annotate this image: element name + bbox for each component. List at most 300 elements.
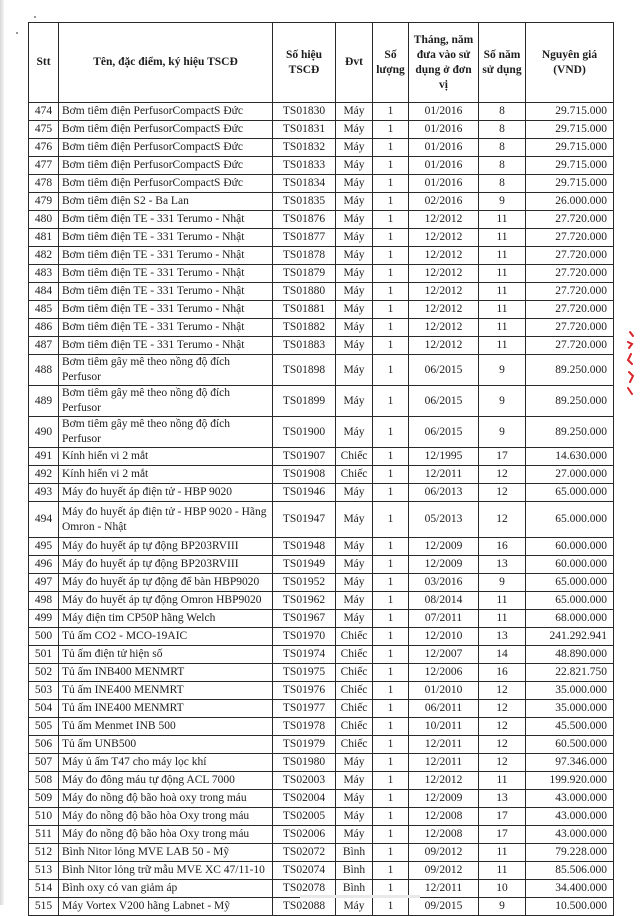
row-unit: Máy bbox=[336, 355, 373, 386]
row-name: Tủ ấm CO2 - MCO-19AIC bbox=[59, 628, 273, 646]
row-date: 12/2012 bbox=[409, 265, 479, 283]
row-years: 12 bbox=[479, 484, 526, 502]
row-date: 12/2008 bbox=[409, 826, 479, 844]
row-qty: 1 bbox=[373, 628, 409, 646]
row-code: TS01876 bbox=[273, 211, 336, 229]
row-date: 12/2012 bbox=[409, 301, 479, 319]
row-unit: Máy bbox=[336, 592, 373, 610]
row-code: TS01877 bbox=[273, 229, 336, 247]
row-code: TS01975 bbox=[273, 664, 336, 682]
row-name: Bơm tiêm gây mê theo nồng độ đích Perfusor bbox=[59, 386, 273, 417]
row-name: Bơm tiêm gây mê theo nồng độ đích Perfusor bbox=[59, 355, 273, 386]
row-years: 17 bbox=[479, 808, 526, 826]
table-row bbox=[29, 700, 614, 718]
row-date: 12/2009 bbox=[409, 556, 479, 574]
row-years: 9 bbox=[479, 386, 526, 417]
header-unit: Đvt bbox=[336, 23, 373, 103]
row-unit: Máy bbox=[336, 265, 373, 283]
table-row bbox=[29, 808, 614, 826]
row-price: 14.630.000 bbox=[526, 448, 614, 466]
table-row bbox=[29, 736, 614, 754]
table-row bbox=[29, 574, 614, 592]
row-price: 29.715.000 bbox=[526, 157, 614, 175]
row-stt: 509 bbox=[29, 790, 59, 808]
header-price: Nguyên giá (VND) bbox=[526, 23, 614, 103]
row-stt: 496 bbox=[29, 556, 59, 574]
table-body bbox=[29, 103, 614, 916]
row-unit: Máy bbox=[336, 502, 373, 538]
row-stt: 481 bbox=[29, 229, 59, 247]
row-code: TS01970 bbox=[273, 628, 336, 646]
row-price: 10.500.000 bbox=[526, 898, 614, 916]
row-years: 10 bbox=[479, 880, 526, 898]
row-unit: Máy bbox=[336, 538, 373, 556]
row-name: Bơm tiêm điện TE - 331 Terumo - Nhật bbox=[59, 301, 273, 319]
row-date: 12/2011 bbox=[409, 736, 479, 754]
row-unit: Máy bbox=[336, 319, 373, 337]
row-name: Tủ ấm INE400 MENMRT bbox=[59, 700, 273, 718]
row-price: 89.250.000 bbox=[526, 417, 614, 448]
table-row bbox=[29, 283, 614, 301]
row-years: 8 bbox=[479, 103, 526, 121]
row-years: 9 bbox=[479, 193, 526, 211]
row-code: TS01962 bbox=[273, 592, 336, 610]
row-unit: Máy bbox=[336, 610, 373, 628]
row-code: TS01908 bbox=[273, 466, 336, 484]
row-price: 43.000.000 bbox=[526, 790, 614, 808]
row-date: 12/2006 bbox=[409, 664, 479, 682]
row-date: 12/2009 bbox=[409, 790, 479, 808]
row-stt: 494 bbox=[29, 502, 59, 538]
row-unit: Máy bbox=[336, 229, 373, 247]
row-qty: 1 bbox=[373, 448, 409, 466]
row-code: TS01974 bbox=[273, 646, 336, 664]
row-price: 27.720.000 bbox=[526, 319, 614, 337]
row-price: 35.000.000 bbox=[526, 682, 614, 700]
row-code: TS02072 bbox=[273, 844, 336, 862]
row-price: 43.000.000 bbox=[526, 826, 614, 844]
row-stt: 501 bbox=[29, 646, 59, 664]
table-row bbox=[29, 193, 614, 211]
row-price: 65.000.000 bbox=[526, 574, 614, 592]
table-row bbox=[29, 898, 614, 916]
row-years: 12 bbox=[479, 682, 526, 700]
row-code: TS02005 bbox=[273, 808, 336, 826]
row-years: 12 bbox=[479, 718, 526, 736]
row-date: 02/2016 bbox=[409, 193, 479, 211]
row-years: 9 bbox=[479, 898, 526, 916]
row-date: 12/2012 bbox=[409, 229, 479, 247]
row-unit: Máy bbox=[336, 193, 373, 211]
row-code: TS01830 bbox=[273, 103, 336, 121]
row-price: 29.715.000 bbox=[526, 103, 614, 121]
table-row bbox=[29, 538, 614, 556]
row-years: 9 bbox=[479, 417, 526, 448]
row-code: TS01831 bbox=[273, 121, 336, 139]
row-stt: 488 bbox=[29, 355, 59, 386]
row-years: 13 bbox=[479, 628, 526, 646]
table-row bbox=[29, 682, 614, 700]
row-stt: 511 bbox=[29, 826, 59, 844]
scan-speck bbox=[16, 32, 18, 34]
row-unit: Máy bbox=[336, 157, 373, 175]
row-qty: 1 bbox=[373, 484, 409, 502]
row-price: 45.500.000 bbox=[526, 718, 614, 736]
row-unit: Máy bbox=[336, 301, 373, 319]
row-price: 27.720.000 bbox=[526, 337, 614, 355]
table-row bbox=[29, 355, 614, 386]
row-stt: 497 bbox=[29, 574, 59, 592]
row-date: 12/2011 bbox=[409, 880, 479, 898]
row-price: 85.506.000 bbox=[526, 862, 614, 880]
row-date: 09/2012 bbox=[409, 844, 479, 862]
row-date: 12/2011 bbox=[409, 754, 479, 772]
row-years: 11 bbox=[479, 301, 526, 319]
row-price: 27.720.000 bbox=[526, 247, 614, 265]
row-unit: Máy bbox=[336, 121, 373, 139]
table-row bbox=[29, 502, 614, 538]
row-qty: 1 bbox=[373, 211, 409, 229]
row-date: 12/2009 bbox=[409, 538, 479, 556]
row-name: Bình oxy có van giảm áp bbox=[59, 880, 273, 898]
row-name: Tủ ấm điện tử hiện số bbox=[59, 646, 273, 664]
row-name: Máy đo nồng độ bão hòa Oxy trong máu bbox=[59, 808, 273, 826]
row-name: Bơm tiêm điện TE - 331 Terumo - Nhật bbox=[59, 319, 273, 337]
table-row bbox=[29, 417, 614, 448]
row-years: 9 bbox=[479, 574, 526, 592]
table-row bbox=[29, 103, 614, 121]
row-date: 12/2008 bbox=[409, 808, 479, 826]
row-qty: 1 bbox=[373, 682, 409, 700]
row-unit: Chiếc bbox=[336, 664, 373, 682]
row-code: TS01899 bbox=[273, 386, 336, 417]
row-code: TS01882 bbox=[273, 319, 336, 337]
row-stt: 479 bbox=[29, 193, 59, 211]
row-code: TS02074 bbox=[273, 862, 336, 880]
row-date: 03/2016 bbox=[409, 574, 479, 592]
row-code: TS01879 bbox=[273, 265, 336, 283]
row-code: TS01898 bbox=[273, 355, 336, 386]
row-qty: 1 bbox=[373, 862, 409, 880]
row-stt: 510 bbox=[29, 808, 59, 826]
row-code: TS02078 bbox=[273, 880, 336, 898]
row-date: 12/2010 bbox=[409, 628, 479, 646]
row-stt: 500 bbox=[29, 628, 59, 646]
row-qty: 1 bbox=[373, 592, 409, 610]
header-name: Tên, đặc điểm, ký hiệu TSCĐ bbox=[59, 23, 273, 103]
table-row bbox=[29, 229, 614, 247]
row-qty: 1 bbox=[373, 229, 409, 247]
row-qty: 1 bbox=[373, 646, 409, 664]
row-price: 89.250.000 bbox=[526, 355, 614, 386]
row-date: 05/2013 bbox=[409, 502, 479, 538]
row-years: 12 bbox=[479, 466, 526, 484]
row-unit: Chiếc bbox=[336, 448, 373, 466]
row-code: TS02006 bbox=[273, 826, 336, 844]
row-unit: Máy bbox=[336, 103, 373, 121]
table-row bbox=[29, 772, 614, 790]
row-years: 12 bbox=[479, 754, 526, 772]
table-row bbox=[29, 175, 614, 193]
row-code: TS01952 bbox=[273, 574, 336, 592]
table-row bbox=[29, 862, 614, 880]
header-code: Số hiệu TSCĐ bbox=[273, 23, 336, 103]
row-stt: 486 bbox=[29, 319, 59, 337]
table-row bbox=[29, 466, 614, 484]
row-name: Bơm tiêm điện TE - 331 Terumo - Nhật bbox=[59, 229, 273, 247]
row-name: Máy đo huyết áp điện tử - HBP 9020 bbox=[59, 484, 273, 502]
row-stt: 506 bbox=[29, 736, 59, 754]
row-code: TS01900 bbox=[273, 417, 336, 448]
table-row bbox=[29, 211, 614, 229]
row-stt: 489 bbox=[29, 386, 59, 417]
row-stt: 477 bbox=[29, 157, 59, 175]
row-code: TS01947 bbox=[273, 502, 336, 538]
row-qty: 1 bbox=[373, 247, 409, 265]
row-qty: 1 bbox=[373, 337, 409, 355]
row-date: 07/2011 bbox=[409, 610, 479, 628]
fixed-asset-table bbox=[28, 22, 614, 916]
row-name: Bơm tiêm điện PerfusorCompactS Đức bbox=[59, 175, 273, 193]
table-row bbox=[29, 319, 614, 337]
row-unit: Máy bbox=[336, 898, 373, 916]
row-qty: 1 bbox=[373, 502, 409, 538]
row-date: 01/2016 bbox=[409, 139, 479, 157]
row-qty: 1 bbox=[373, 355, 409, 386]
row-years: 11 bbox=[479, 844, 526, 862]
row-years: 11 bbox=[479, 862, 526, 880]
row-price: 65.000.000 bbox=[526, 592, 614, 610]
row-price: 65.000.000 bbox=[526, 484, 614, 502]
row-stt: 512 bbox=[29, 844, 59, 862]
row-stt: 504 bbox=[29, 700, 59, 718]
row-years: 11 bbox=[479, 610, 526, 628]
row-name: Tủ ấm INB400 MENMRT bbox=[59, 664, 273, 682]
row-date: 09/2015 bbox=[409, 898, 479, 916]
row-unit: Bình bbox=[336, 862, 373, 880]
row-years: 8 bbox=[479, 121, 526, 139]
row-price: 97.346.000 bbox=[526, 754, 614, 772]
row-name: Bơm tiêm gây mê theo nồng độ đích Perfusor bbox=[59, 417, 273, 448]
row-date: 12/2012 bbox=[409, 247, 479, 265]
row-years: 17 bbox=[479, 826, 526, 844]
table-row bbox=[29, 265, 614, 283]
row-unit: Máy bbox=[336, 283, 373, 301]
row-name: Máy đo huyết áp tự động BP203RVIII bbox=[59, 556, 273, 574]
row-years: 12 bbox=[479, 700, 526, 718]
scan-smudge bbox=[300, 895, 420, 898]
row-price: 43.000.000 bbox=[526, 808, 614, 826]
row-unit: Chiếc bbox=[336, 718, 373, 736]
row-price: 27.720.000 bbox=[526, 211, 614, 229]
row-stt: 503 bbox=[29, 682, 59, 700]
row-years: 16 bbox=[479, 664, 526, 682]
row-name: Bơm tiêm điện PerfusorCompactS Đức bbox=[59, 103, 273, 121]
row-name: Bơm tiêm điện TE - 331 Terumo - Nhật bbox=[59, 211, 273, 229]
row-unit: Máy bbox=[336, 247, 373, 265]
row-qty: 1 bbox=[373, 826, 409, 844]
row-code: TS01878 bbox=[273, 247, 336, 265]
table-row bbox=[29, 484, 614, 502]
row-stt: 502 bbox=[29, 664, 59, 682]
row-qty: 1 bbox=[373, 898, 409, 916]
table-row bbox=[29, 121, 614, 139]
row-qty: 1 bbox=[373, 121, 409, 139]
row-price: 79.228.000 bbox=[526, 844, 614, 862]
table-row bbox=[29, 139, 614, 157]
row-qty: 1 bbox=[373, 193, 409, 211]
row-qty: 1 bbox=[373, 610, 409, 628]
row-unit: Máy bbox=[336, 556, 373, 574]
table-row bbox=[29, 646, 614, 664]
row-qty: 1 bbox=[373, 417, 409, 448]
row-name: Máy đo đông máu tự động ACL 7000 bbox=[59, 772, 273, 790]
row-price: 89.250.000 bbox=[526, 386, 614, 417]
row-date: 10/2011 bbox=[409, 718, 479, 736]
row-years: 12 bbox=[479, 502, 526, 538]
row-name: Bơm tiêm điện TE - 331 Terumo - Nhật bbox=[59, 265, 273, 283]
row-name: Máy đo huyết áp tự động để bàn HBP9020 bbox=[59, 574, 273, 592]
row-years: 17 bbox=[479, 448, 526, 466]
row-price: 26.000.000 bbox=[526, 193, 614, 211]
row-unit: Chiếc bbox=[336, 700, 373, 718]
table-row bbox=[29, 754, 614, 772]
row-name: Máy ủ ấm T47 cho máy lọc khí bbox=[59, 754, 273, 772]
row-years: 11 bbox=[479, 229, 526, 247]
row-code: TS01832 bbox=[273, 139, 336, 157]
row-name: Bơm tiêm điện S2 - Ba Lan bbox=[59, 193, 273, 211]
row-price: 22.821.750 bbox=[526, 664, 614, 682]
row-stt: 487 bbox=[29, 337, 59, 355]
row-date: 01/2016 bbox=[409, 121, 479, 139]
row-date: 12/1995 bbox=[409, 448, 479, 466]
table-row bbox=[29, 337, 614, 355]
row-name: Bơm tiêm điện PerfusorCompactS Đức bbox=[59, 121, 273, 139]
row-code: TS02004 bbox=[273, 790, 336, 808]
row-unit: Máy bbox=[336, 790, 373, 808]
table-row bbox=[29, 301, 614, 319]
row-name: Tủ ấm INE400 MENMRT bbox=[59, 682, 273, 700]
row-stt: 490 bbox=[29, 417, 59, 448]
scan-speck bbox=[34, 16, 36, 18]
header-date: Tháng, năm đưa vào sử dụng ở đơn vị bbox=[409, 23, 479, 103]
row-price: 27.000.000 bbox=[526, 466, 614, 484]
row-qty: 1 bbox=[373, 664, 409, 682]
row-code: TS01883 bbox=[273, 337, 336, 355]
table-row bbox=[29, 826, 614, 844]
row-unit: Bình bbox=[336, 844, 373, 862]
row-stt: 515 bbox=[29, 898, 59, 916]
row-unit: Chiếc bbox=[336, 628, 373, 646]
row-name: Tủ ấm Menmet INB 500 bbox=[59, 718, 273, 736]
row-date: 06/2015 bbox=[409, 417, 479, 448]
row-unit: Máy bbox=[336, 574, 373, 592]
row-years: 11 bbox=[479, 319, 526, 337]
row-name: Bơm tiêm điện PerfusorCompactS Đức bbox=[59, 157, 273, 175]
row-years: 12 bbox=[479, 736, 526, 754]
row-code: TS01980 bbox=[273, 754, 336, 772]
row-code: TS01948 bbox=[273, 538, 336, 556]
row-date: 01/2016 bbox=[409, 157, 479, 175]
red-ink-stamp-mark bbox=[622, 330, 638, 400]
row-years: 11 bbox=[479, 772, 526, 790]
row-date: 06/2013 bbox=[409, 484, 479, 502]
table-row bbox=[29, 157, 614, 175]
row-price: 27.720.000 bbox=[526, 265, 614, 283]
row-date: 12/2011 bbox=[409, 466, 479, 484]
row-stt: 513 bbox=[29, 862, 59, 880]
row-stt: 493 bbox=[29, 484, 59, 502]
row-qty: 1 bbox=[373, 265, 409, 283]
row-qty: 1 bbox=[373, 844, 409, 862]
row-name: Kính hiển vi 2 mắt bbox=[59, 466, 273, 484]
row-unit: Máy bbox=[336, 754, 373, 772]
row-price: 29.715.000 bbox=[526, 175, 614, 193]
row-name: Máy đo huyết áp tự động BP203RVIII bbox=[59, 538, 273, 556]
row-name: Bơm tiêm điện TE - 331 Terumo - Nhật bbox=[59, 283, 273, 301]
row-stt: 482 bbox=[29, 247, 59, 265]
row-price: 27.720.000 bbox=[526, 283, 614, 301]
table-header-row bbox=[29, 23, 614, 103]
row-price: 60.000.000 bbox=[526, 556, 614, 574]
header-stt: Stt bbox=[29, 23, 59, 103]
row-date: 12/2007 bbox=[409, 646, 479, 664]
row-years: 13 bbox=[479, 556, 526, 574]
row-date: 08/2014 bbox=[409, 592, 479, 610]
row-name: Máy điện tim CP50P hãng Welch bbox=[59, 610, 273, 628]
row-years: 11 bbox=[479, 211, 526, 229]
header-years: Số năm sử dụng bbox=[479, 23, 526, 103]
table-row bbox=[29, 386, 614, 417]
row-code: TS01835 bbox=[273, 193, 336, 211]
row-qty: 1 bbox=[373, 157, 409, 175]
row-code: TS01979 bbox=[273, 736, 336, 754]
row-unit: Máy bbox=[336, 211, 373, 229]
row-qty: 1 bbox=[373, 754, 409, 772]
table-row bbox=[29, 247, 614, 265]
row-price: 34.400.000 bbox=[526, 880, 614, 898]
table-row bbox=[29, 844, 614, 862]
row-qty: 1 bbox=[373, 538, 409, 556]
row-unit: Máy bbox=[336, 386, 373, 417]
row-unit: Máy bbox=[336, 772, 373, 790]
row-date: 06/2015 bbox=[409, 386, 479, 417]
row-unit: Chiếc bbox=[336, 646, 373, 664]
row-name: Máy đo huyết áp tự động Omron HBP9020 bbox=[59, 592, 273, 610]
row-price: 60.000.000 bbox=[526, 538, 614, 556]
row-qty: 1 bbox=[373, 574, 409, 592]
table-row bbox=[29, 448, 614, 466]
row-stt: 495 bbox=[29, 538, 59, 556]
row-code: TS01977 bbox=[273, 700, 336, 718]
row-qty: 1 bbox=[373, 700, 409, 718]
row-stt: 508 bbox=[29, 772, 59, 790]
row-qty: 1 bbox=[373, 386, 409, 417]
row-date: 12/2012 bbox=[409, 319, 479, 337]
row-code: TS02003 bbox=[273, 772, 336, 790]
row-price: 48.890.000 bbox=[526, 646, 614, 664]
row-name: Bơm tiêm điện TE - 331 Terumo - Nhật bbox=[59, 337, 273, 355]
table-row bbox=[29, 790, 614, 808]
row-qty: 1 bbox=[373, 301, 409, 319]
row-code: TS01834 bbox=[273, 175, 336, 193]
table-row bbox=[29, 718, 614, 736]
row-date: 12/2012 bbox=[409, 337, 479, 355]
row-qty: 1 bbox=[373, 283, 409, 301]
row-code: TS01978 bbox=[273, 718, 336, 736]
row-name: Tủ ấm UNB500 bbox=[59, 736, 273, 754]
row-years: 13 bbox=[479, 790, 526, 808]
